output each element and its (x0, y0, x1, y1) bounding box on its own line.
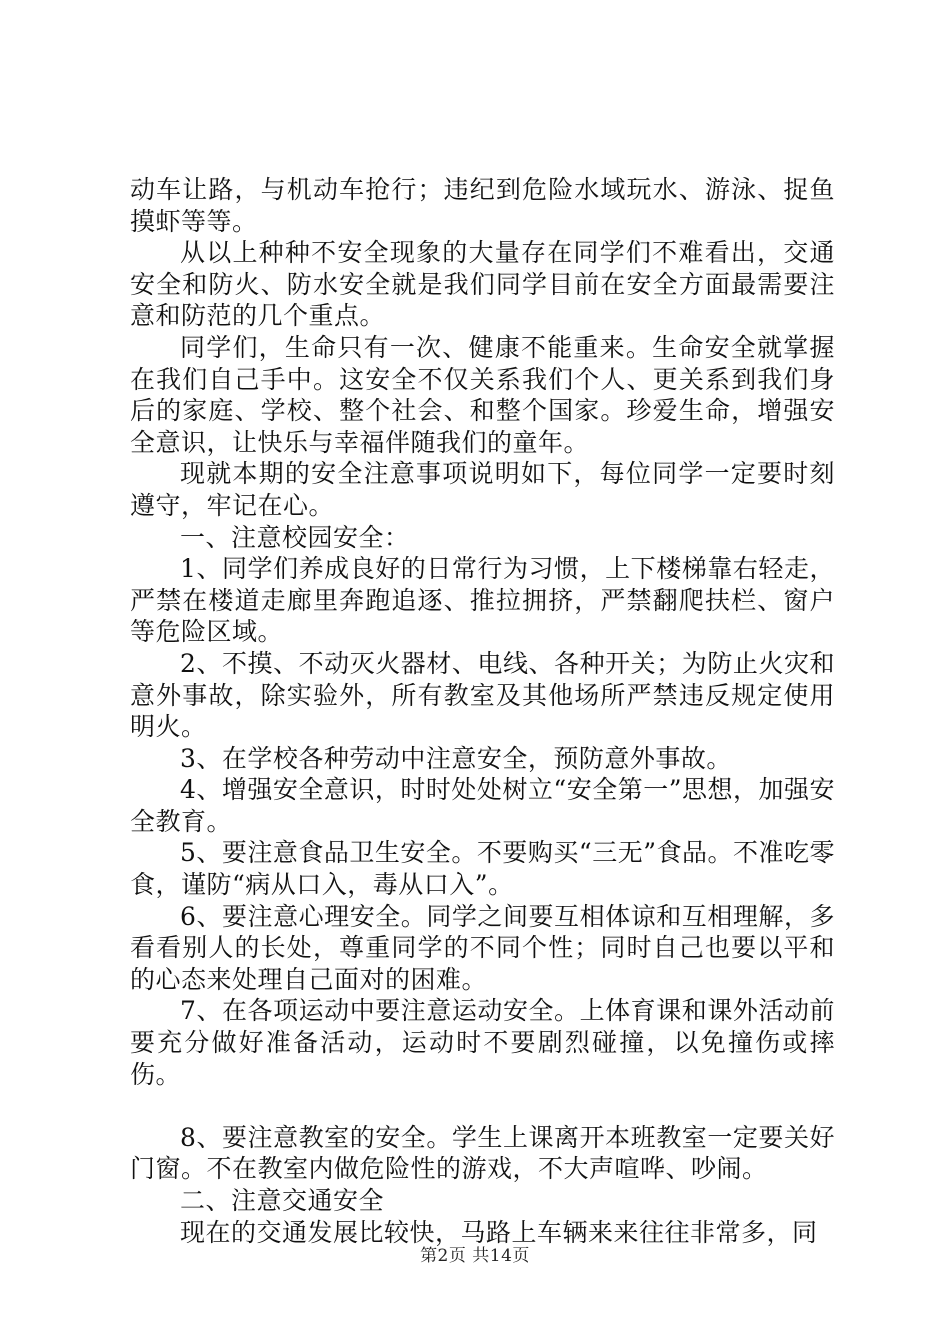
list-item: 6、要注意心理安全。同学之间要互相体谅和互相理解，多看看别人的长处，尊重同学的不同个性；同时自己也要以平和的心态来处理自己面对的困难。 (130, 901, 835, 994)
list-item: 5、要注意食品卫生安全。不要购买“三无”食品。不准吃零食，谨防“病从口入，毒从口入”。 (130, 838, 835, 900)
list-item: 4、增强安全意识，时时处处树立“安全第一”思想，加强安全教育。 (130, 775, 835, 836)
document-body (130, 174, 835, 1248)
paragraph: 现在的交通发展比较快，马路上车辆来来往往非常多，同 (180, 1217, 818, 1247)
list-item: 8、要注意教室的安全。学生上课离开本班教室一定要关好门窗。不在教室内做危险性的游戏，不大声喧哗、吵闹。 (130, 1122, 835, 1184)
page-number-footer: 第2页 共14页 (420, 1246, 530, 1266)
list-item: 2、不摸、不动灭火器材、电线、各种开关；为防止火灾和意外事故，除实验外，所有教室及其他场所严禁违反规定使用明火。 (130, 648, 835, 742)
list-item: 3、在学校各种劳动中注意安全，预防意外事故。 (180, 743, 732, 773)
paragraph: 从以上种种不安全现象的大量存在同学们不难看出，交通安全和防火、防水安全就是我们同学目前在安全方面最需要注意和防范的几个重点。 (130, 238, 835, 331)
list-item: 7、在各项运动中要注意运动安全。上体育课和课外活动前要充分做好准备活动，运动时不要剧烈碰撞，以免撞伤或摔伤。 (130, 996, 835, 1089)
paragraph: 动车让路，与机动车抢行；违纪到危险水域玩水、游泳、捉鱼摸虾等等。 (130, 175, 835, 236)
section-heading: 一、注意校园安全： (180, 522, 410, 552)
paragraph: 同学们，生命只有一次、健康不能重来。生命安全就掌握在我们自己手中。这安全不仅关系我们个人、更关系到我们身后的家庭、学校、整个社会、和整个国家。珍爱生命，增强安全意识，让快乐与幸福伴随我们的童年。 (130, 332, 835, 457)
paragraph: 现就本期的安全注意事项说明如下，每位同学一定要时刻遵守，牢记在心。 (130, 459, 835, 520)
section-heading: 二、注意交通安全 (180, 1186, 385, 1215)
list-item: 1、同学们养成良好的日常行为习惯，上下楼梯靠右轻走，严禁在楼道走廊里奔跑追逐、推拉拥挤，严禁翻爬扶栏、窗户等危险区域。 (130, 554, 835, 647)
